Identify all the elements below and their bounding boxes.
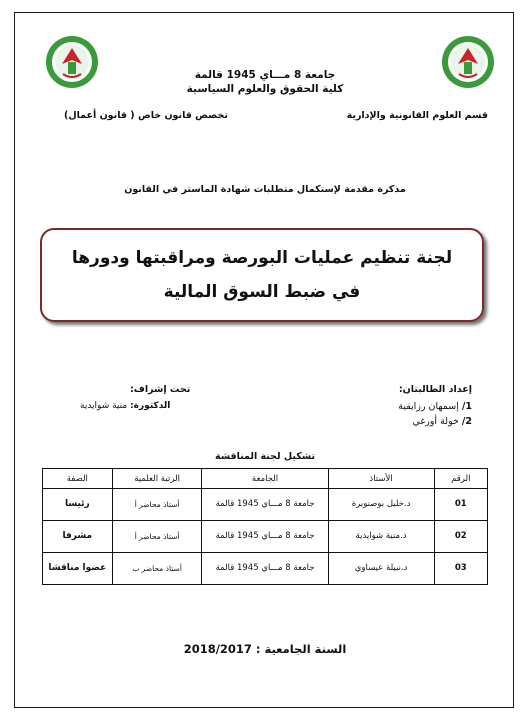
row-university: جامعة 8 مـــاي 1945 قالمة	[202, 553, 328, 585]
header-role: الصفة	[43, 469, 113, 489]
supervisor	[80, 401, 170, 411]
student-name: خولة أورغي	[412, 416, 459, 427]
thesis-title: لجنة تنظيم عمليات البورصة ومراقبتها ودورها في ضبط السوق المالية	[71, 248, 453, 302]
academic-year: السنة الجامعية : 2018/2017	[183, 642, 347, 656]
row-university: جامعة 8 مـــاي 1945 قالمة	[202, 489, 328, 521]
row-number: 01	[434, 489, 487, 521]
university-logo-right	[440, 34, 496, 90]
committee-table	[42, 468, 488, 585]
row-role: عضوا مناقشا	[43, 553, 113, 585]
student-number: 1/	[461, 401, 472, 412]
table-row	[43, 521, 488, 553]
row-number: 02	[434, 521, 487, 553]
committee-title: تشكيل لجنة المناقشة	[214, 451, 316, 462]
header-number: الرقم	[434, 469, 487, 489]
supervisor-title: الدكتورة:	[130, 401, 171, 411]
table-row	[43, 489, 488, 521]
header-rank: الرتبة العلمية	[112, 469, 202, 489]
row-rank: أستاذ محاضر أ	[112, 521, 202, 553]
faculty-name: كلية الحقوق والعلوم السياسية	[186, 83, 344, 95]
table-row	[43, 553, 488, 585]
header-university: الجامعة	[202, 469, 328, 489]
row-rank: أستاذ محاضر ب	[112, 553, 202, 585]
memo-statement: مذكرة مقدمة لإستكمال متطلبات شهادة الماستر في القانون	[124, 184, 406, 195]
university-name: جامعة 8 مـــاي 1945 قالمة	[194, 69, 336, 81]
row-role: رئيسا	[43, 489, 113, 521]
header-professor: الأستاذ	[328, 469, 434, 489]
university-header	[150, 68, 380, 96]
table-header-row	[43, 469, 488, 489]
row-professor: د.نبيلة عيساوي	[328, 553, 434, 585]
university-logo-left	[44, 34, 100, 90]
student-2	[412, 416, 472, 427]
row-role: مشرفا	[43, 521, 113, 553]
row-professor: د.خليل بوصنوبرة	[328, 489, 434, 521]
row-university: جامعة 8 مـــاي 1945 قالمة	[202, 521, 328, 553]
row-number: 03	[434, 553, 487, 585]
prepared-by-label: إعداد الطالبتان:	[398, 384, 472, 395]
row-professor: د.منية شوايدية	[328, 521, 434, 553]
supervision-label: تحت إشراف:	[130, 384, 191, 395]
student-number: 2/	[461, 416, 472, 427]
supervisor-name: منية شوايدية	[80, 401, 128, 411]
student-name: إسمهان رزايقية	[398, 401, 459, 412]
student-1	[398, 401, 472, 412]
department-name: قسم العلوم القانونية والإدارية	[346, 110, 488, 121]
row-rank: أستاذ محاضر أ	[112, 489, 202, 521]
specialization: تخصص قانون خاص ( قانون أعمال)	[64, 110, 228, 121]
thesis-title-box	[40, 228, 484, 322]
